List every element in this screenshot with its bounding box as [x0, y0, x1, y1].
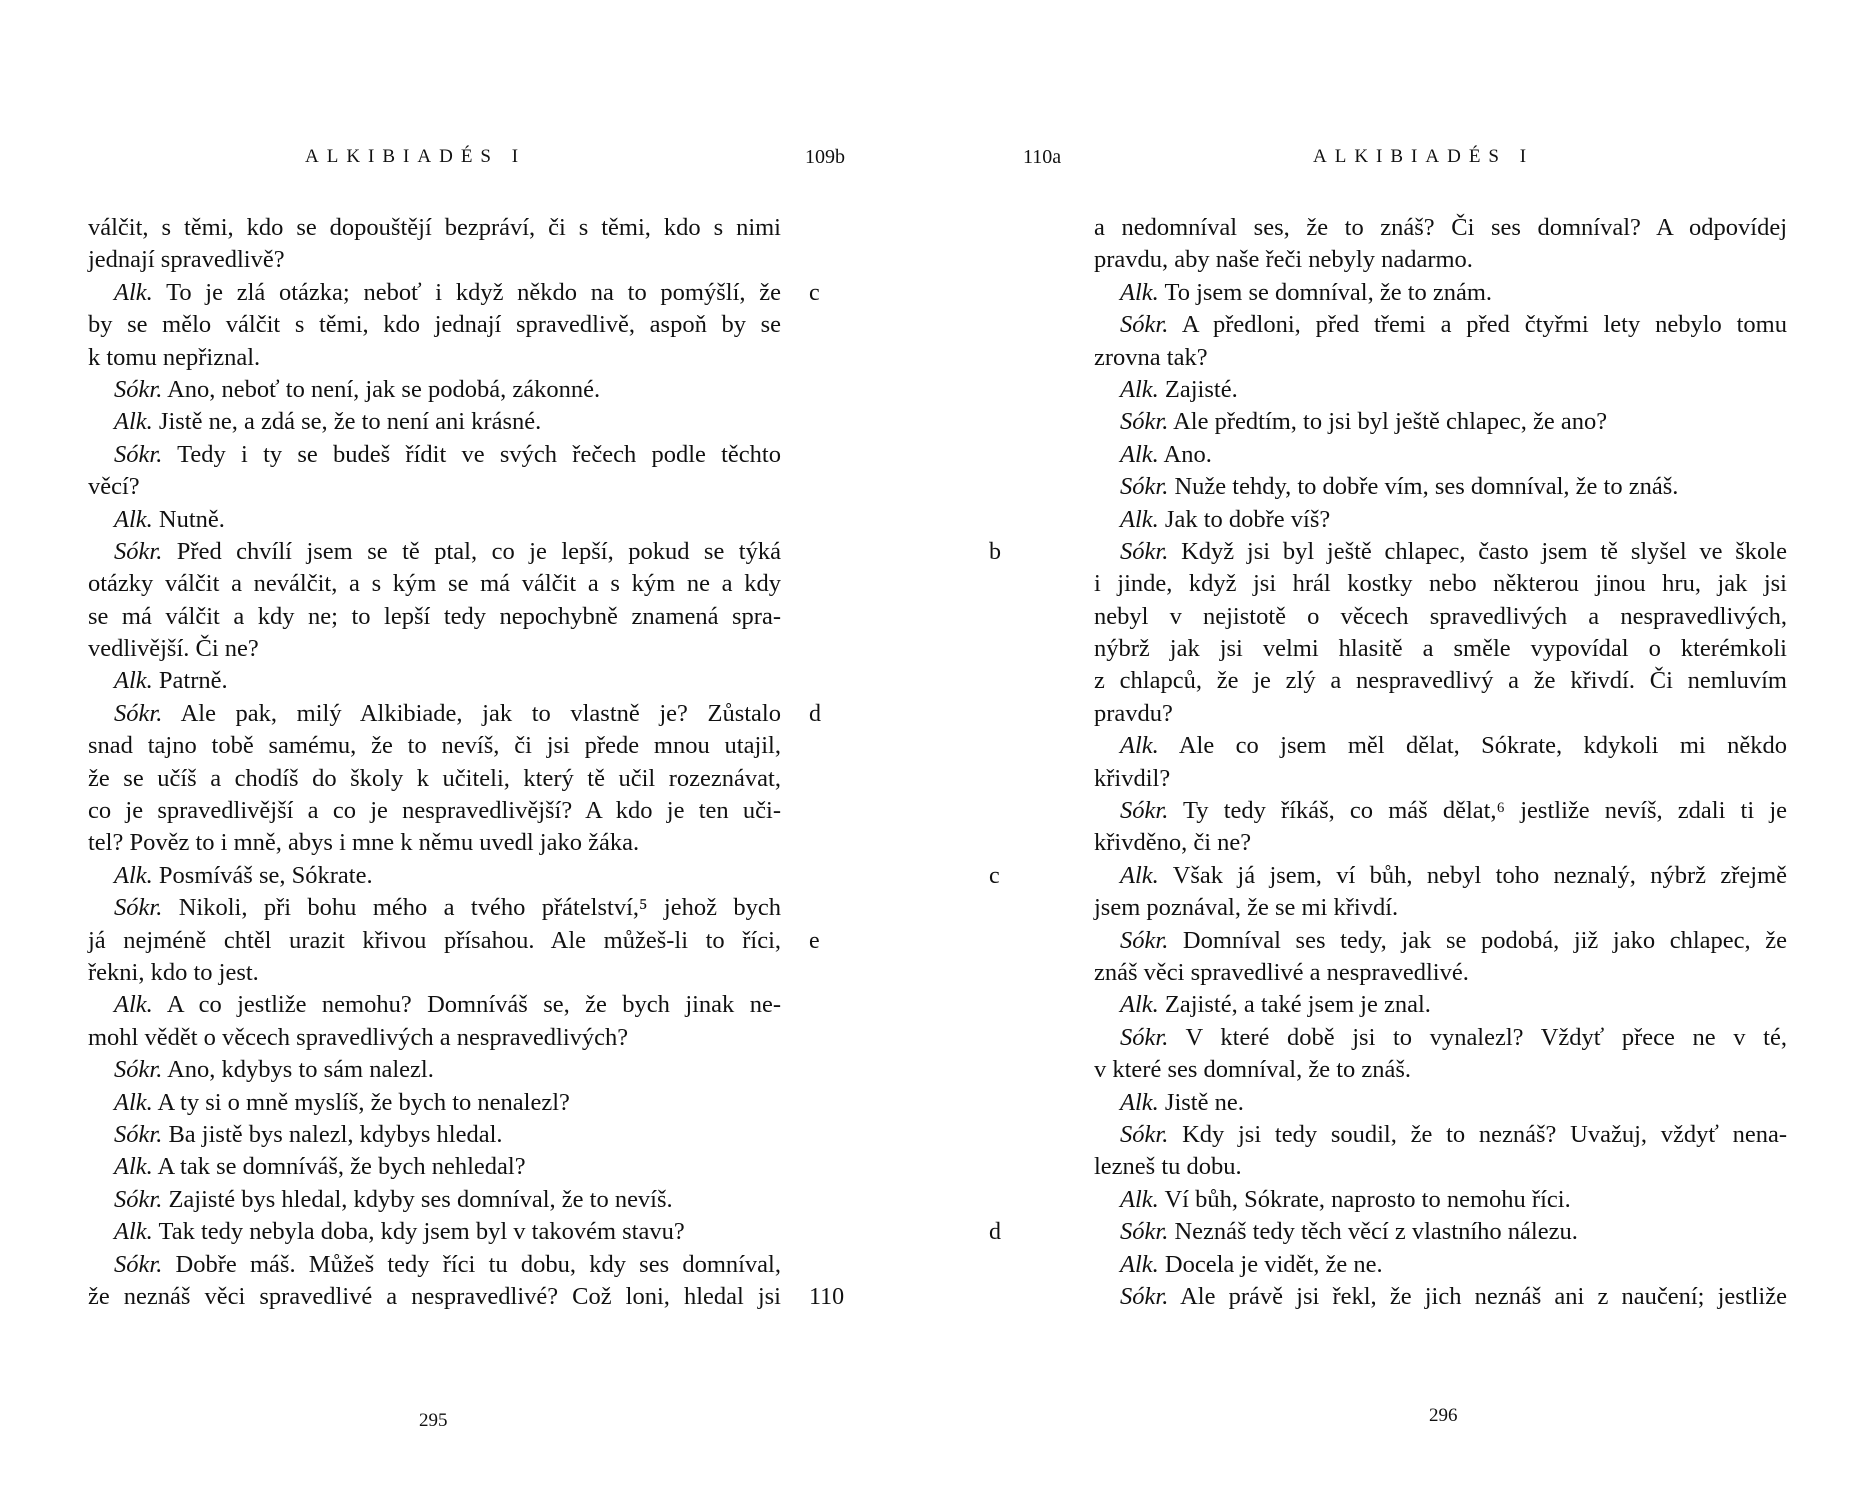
text-line	[88, 698, 821, 730]
line-text: Domníval ses tedy, jak se podobá, již jako chlapec, že	[1168, 926, 1787, 954]
line-text: Jistě ne, a zdá se, že to není ani krásné.	[152, 408, 542, 436]
speaker-label: Sókr.	[114, 1056, 163, 1084]
text-line	[88, 1184, 781, 1216]
line-text: Ano, neboť to není, jak se podobá, zákonné.	[162, 375, 601, 403]
line-text: pravdu?	[1094, 699, 1173, 727]
line-text: zrovna tak?	[1094, 343, 1208, 371]
speaker-label: Sókr.	[114, 375, 163, 403]
text-line	[88, 536, 781, 568]
text-line	[88, 892, 781, 924]
line-text: křivděno, či ne?	[1094, 829, 1252, 857]
text-line	[88, 730, 781, 762]
line-text: a nedomníval ses, že to znáš? Či ses domníval? A odpovídej	[1094, 214, 1787, 241]
line-text: Dobře máš. Můžeš tedy říci tu dobu, kdy ses domníval,	[162, 1250, 781, 1278]
running-head: ALKIBIADÉS I	[305, 146, 527, 167]
text-line	[1094, 439, 1787, 471]
line-text: Jak to dobře víš?	[1158, 505, 1331, 533]
speaker-label: Sókr.	[1120, 1282, 1169, 1310]
speaker-label: Sókr.	[1120, 1120, 1169, 1148]
text-line	[88, 860, 781, 892]
line-text: věcí?	[88, 473, 140, 501]
text-line	[88, 925, 820, 957]
speaker-label: Alk.	[114, 1218, 153, 1246]
speaker-label: Alk.	[114, 861, 153, 889]
line-text: A ty si o mně myslíš, že bych to nenalezl?	[152, 1088, 570, 1116]
line-text: co je spravedlivější a co je nespravedlivější? A kdo je ten uči-	[88, 797, 781, 825]
line-text: Kdy jsi tedy soudil, že to neznáš? Uvažuj, vždyť nena-	[1168, 1120, 1787, 1148]
page-text	[88, 212, 845, 1313]
text-line	[88, 989, 781, 1021]
text-line	[88, 406, 781, 438]
line-text: mohl vědět o věcech spravedlivých a nespravedlivých?	[88, 1023, 629, 1051]
speaker-label: Alk.	[1120, 991, 1159, 1019]
text-line	[88, 957, 781, 989]
speaker-label: Alk.	[114, 991, 153, 1019]
text-line	[1094, 1281, 1787, 1313]
text-line	[1094, 665, 1787, 697]
speaker-label: Sókr.	[114, 894, 163, 922]
text-line	[1094, 795, 1787, 827]
speaker-label: Sókr.	[114, 1185, 163, 1213]
text-line	[1094, 342, 1787, 374]
line-text: Posmíváš se, Sókrate.	[152, 861, 373, 889]
line-text: k tomu nepřiznal.	[88, 343, 261, 371]
line-text: Ale pak, milý Alkibiade, jak to vlastně je? Zůstalo	[162, 699, 781, 727]
speaker-label: Sókr.	[114, 440, 163, 468]
line-text: Však já jsem, ví bůh, nebyl toho neznalý, nýbrž zřejmě	[1158, 861, 1787, 889]
text-line	[1094, 309, 1787, 341]
text-line	[1094, 1087, 1787, 1119]
text-line	[1094, 957, 1787, 989]
text-line	[88, 439, 781, 471]
text-line	[88, 1151, 781, 1183]
text-line	[88, 568, 781, 600]
speaker-label: Sókr.	[1120, 537, 1169, 565]
text-line	[88, 342, 781, 374]
text-line	[989, 860, 1787, 892]
line-text: Tedy i ty se budeš řídit ve svých řečech podle těchto	[162, 440, 781, 468]
line-text: Ale právě jsi řekl, že jich neznáš ani z naučení; jestliže	[1168, 1282, 1787, 1310]
text-line	[88, 277, 820, 309]
text-line	[88, 1022, 781, 1054]
stephanus-margin-marker: b	[989, 538, 1001, 565]
text-line	[88, 504, 781, 536]
speaker-label: Alk.	[114, 667, 153, 695]
text-line	[1094, 763, 1787, 795]
speaker-label: Alk.	[1120, 1250, 1159, 1278]
line-text: že neznáš věci spravedlivé a nespravedlivé? Což loni, hledal jsi	[88, 1282, 781, 1310]
text-line	[1094, 406, 1787, 438]
line-text: Ty tedy říkáš, co máš dělat,⁶ jestliže nevíš, zdali ti je	[1168, 797, 1787, 825]
speaker-label: Alk.	[1120, 861, 1159, 889]
line-text: snad tajno tobě samému, že to nevíš, či jsi přede mnou utajil,	[88, 732, 781, 760]
line-text: Jistě ne.	[1158, 1088, 1244, 1116]
page-number: 296	[1429, 1405, 1458, 1426]
speaker-label: Alk.	[1120, 440, 1159, 468]
line-text: i jinde, když jsi hrál kostky nebo některou jinou hru, jak jsi	[1094, 570, 1787, 598]
line-text: To jsem se domníval, že to znám.	[1158, 278, 1493, 306]
speaker-label: Sókr.	[114, 537, 163, 565]
speaker-label: Sókr.	[1120, 1023, 1169, 1051]
text-line	[989, 1216, 1787, 1248]
text-line	[1094, 244, 1787, 276]
text-line	[88, 212, 781, 244]
speaker-label: Sókr.	[1120, 408, 1169, 436]
line-text: řekni, kdo to jest.	[88, 958, 259, 986]
text-line	[1094, 1151, 1787, 1183]
text-line	[1094, 601, 1787, 633]
text-line	[1094, 277, 1787, 309]
line-text: Docela je vidět, že ne.	[1158, 1250, 1383, 1278]
text-line	[88, 471, 781, 503]
line-text: jsem poznával, že se mi křivdí.	[1094, 894, 1399, 922]
line-text: nýbrž jak jsi velmi hlasitě a směle vypovídal o kterémkoli	[1094, 635, 1787, 663]
text-line	[88, 665, 781, 697]
text-line	[88, 601, 781, 633]
line-text: Ale co jsem měl dělat, Sókrate, kdykoli mi někdo	[1158, 732, 1787, 760]
line-text: válčit, s těmi, kdo se dopouštějí bezpráví, či s těmi, kdo s nimi	[88, 214, 781, 241]
line-text: Patrně.	[152, 667, 228, 695]
text-line	[1094, 374, 1787, 406]
speaker-label: Alk.	[114, 505, 153, 533]
speaker-label: Alk.	[1120, 1088, 1159, 1116]
line-text: Zajisté, a také jsem je znal.	[1158, 991, 1431, 1019]
text-line	[1094, 925, 1787, 957]
text-line	[88, 1054, 781, 1086]
text-line	[88, 633, 781, 665]
speaker-label: Alk.	[114, 278, 153, 306]
speaker-label: Sókr.	[1120, 926, 1169, 954]
text-line	[1094, 568, 1787, 600]
speaker-label: Alk.	[1120, 278, 1159, 306]
speaker-label: Sókr.	[114, 699, 163, 727]
line-text: z chlapců, že je zlý a nespravedlivý a že křivdí. Či nemluvím	[1094, 667, 1787, 695]
text-line	[88, 309, 781, 341]
speaker-label: Sókr.	[1120, 473, 1169, 501]
stephanus-margin-marker: e	[809, 927, 820, 954]
stephanus-margin-marker: 110	[809, 1283, 845, 1310]
speaker-label: Alk.	[114, 408, 153, 436]
line-text: Neznáš tedy těch věcí z vlastního nálezu.	[1168, 1218, 1578, 1246]
line-text: v které ses domníval, že to znáš.	[1094, 1056, 1412, 1084]
page-text	[989, 212, 1787, 1313]
speaker-label: Alk.	[114, 1088, 153, 1116]
text-line	[1094, 989, 1787, 1021]
text-line	[1094, 212, 1787, 244]
line-text: Ano.	[1158, 440, 1212, 468]
speaker-label: Sókr.	[114, 1120, 163, 1148]
speaker-label: Sókr.	[1120, 797, 1169, 825]
text-line	[88, 795, 781, 827]
text-line	[1094, 730, 1787, 762]
line-text: Ano, kdybys to sám nalezl.	[162, 1056, 434, 1084]
line-text: Nutně.	[152, 505, 225, 533]
text-line	[88, 374, 781, 406]
line-text: Ale předtím, to jsi byl ještě chlapec, že ano?	[1168, 408, 1608, 436]
text-line	[88, 1119, 781, 1151]
text-line	[1094, 633, 1787, 665]
line-text: Když jsi byl ještě chlapec, často jsem tě slyšel ve škole	[1168, 537, 1787, 565]
speaker-label: Sókr.	[1120, 1218, 1169, 1246]
right-page	[931, 0, 1862, 1501]
text-line	[1094, 1249, 1787, 1281]
speaker-label: Alk.	[1120, 505, 1159, 533]
line-text: pravdu, aby naše řeči nebyly nadarmo.	[1094, 246, 1473, 274]
text-line	[1094, 1022, 1787, 1054]
text-line	[88, 827, 781, 859]
line-text: vedlivější. Či ne?	[88, 635, 259, 663]
text-line	[88, 1281, 845, 1313]
text-line	[88, 1249, 781, 1281]
text-line	[989, 536, 1787, 568]
line-text: Ví bůh, Sókrate, naprosto to nemohu říci.	[1158, 1185, 1571, 1213]
line-text: já nejméně chtěl urazit křivou přísahou. Ale můžeš-li to říci,	[88, 926, 781, 954]
line-text: křivdil?	[1094, 764, 1171, 792]
line-text: Tak tedy nebyla doba, kdy jsem byl v takovém stavu?	[152, 1218, 685, 1246]
speaker-label: Alk.	[1120, 1185, 1159, 1213]
speaker-label: Alk.	[1120, 732, 1159, 760]
line-text: tel? Pověz to i mně, abys i mne k němu uvedl jako žáka.	[88, 829, 640, 857]
text-line	[1094, 504, 1787, 536]
text-line	[1094, 1119, 1787, 1151]
line-text: Zajisté.	[1158, 375, 1238, 403]
text-line	[88, 244, 781, 276]
stephanus-margin-marker: d	[809, 700, 821, 727]
line-text: Zajisté bys hledal, kdyby ses domníval, že to nevíš.	[162, 1185, 673, 1213]
line-text: by se mělo válčit s těmi, kdo jednají spravedlivě, aspoň by se	[88, 311, 781, 339]
text-line	[88, 1216, 781, 1248]
line-text: A předloni, před třemi a před čtyřmi lety nebylo tomu	[1168, 311, 1787, 339]
line-text: Ba jistě bys nalezl, kdybys hledal.	[162, 1120, 503, 1148]
line-text: že se učíš a chodíš do školy k učiteli, který tě učil rozeznávat,	[88, 764, 781, 792]
line-text: lezneš tu dobu.	[1094, 1153, 1242, 1181]
stephanus-number: 109b	[805, 146, 845, 168]
stephanus-margin-marker: d	[989, 1219, 1001, 1246]
text-line	[88, 1087, 781, 1119]
line-text: Před chvílí jsem se tě ptal, co je lepší, pokud se týká	[162, 537, 781, 565]
text-line	[1094, 1184, 1787, 1216]
line-text: otázky válčit a neválčit, a s kým se má válčit a s kým ne a kdy	[88, 570, 781, 598]
text-line	[88, 763, 781, 795]
line-text: nebyl v nejistotě o věcech spravedlivých a nespravedlivých,	[1094, 602, 1787, 630]
line-text: V které době jsi to vynalezl? Vždyť přece ne v té,	[1168, 1023, 1787, 1051]
text-line	[1094, 827, 1787, 859]
speaker-label: Alk.	[1120, 375, 1159, 403]
line-text: se má válčit a kdy ne; to lepší tedy nepochybně znamená spra-	[88, 602, 781, 630]
page-number: 295	[419, 1410, 448, 1431]
text-line	[1094, 698, 1787, 730]
line-text: znáš věci spravedlivé a nespravedlivé.	[1094, 958, 1469, 986]
text-line	[1094, 892, 1787, 924]
line-text: A co jestliže nemohu? Domníváš se, že bych jinak ne-	[152, 991, 781, 1019]
text-line	[1094, 471, 1787, 503]
line-text: A tak se domníváš, že bych nehledal?	[152, 1153, 526, 1181]
speaker-label: Sókr.	[114, 1250, 163, 1278]
stephanus-number: 110a	[1023, 146, 1062, 168]
line-text: To je zlá otázka; neboť i když někdo na to pomýšlí, že	[152, 278, 781, 306]
text-line	[1094, 1054, 1787, 1086]
stephanus-margin-marker: c	[809, 279, 820, 306]
speaker-label: Sókr.	[1120, 311, 1169, 339]
running-head: ALKIBIADÉS I	[1313, 146, 1535, 167]
line-text: jednají spravedlivě?	[88, 246, 285, 274]
line-text: Nuže tehdy, to dobře vím, ses domníval, že to znáš.	[1168, 473, 1679, 501]
stephanus-margin-marker: c	[989, 862, 1000, 889]
line-text: Nikoli, při bohu mého a tvého přátelství,⁵ jehož bych	[162, 894, 781, 922]
speaker-label: Alk.	[114, 1153, 153, 1181]
